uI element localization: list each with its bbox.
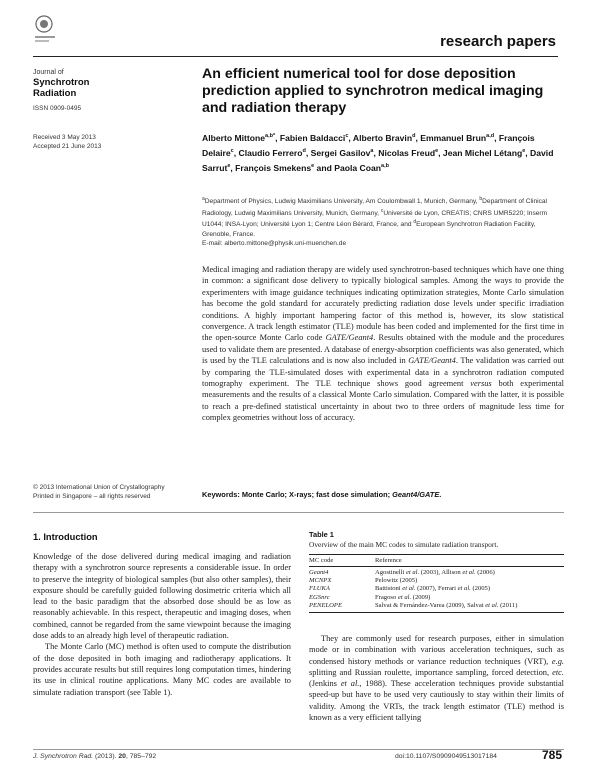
reference-text: Pelowitz (2005) [375, 577, 418, 585]
section-label: research papers [440, 33, 556, 50]
author-separator: , [525, 147, 531, 158]
author-separator: , [305, 147, 311, 158]
author-name: David Sarrut [202, 147, 554, 173]
table-row [309, 602, 564, 613]
author-affiliation-mark: e [522, 147, 526, 154]
affiliation-mark: b [479, 196, 483, 202]
accepted-date: Accepted 21 June 2013 [33, 143, 102, 150]
keywords-rule [33, 512, 564, 513]
author-affiliation-mark: a,b* [265, 133, 276, 139]
author-separator: , [275, 132, 280, 143]
copyright [33, 483, 193, 501]
author-name: Fabien Baldacci [279, 132, 346, 143]
abstract-text: GATE/Geant4 [408, 356, 456, 366]
footer-citation [33, 753, 156, 760]
issn: ISSN 0909-0495 [33, 105, 82, 112]
author-affiliation-mark: c [345, 133, 349, 139]
table-body [309, 567, 564, 613]
corresponding-email[interactable]: E-mail: alberto.mittone@physik.uni-muenchen.de [202, 240, 347, 248]
affiliation-mark: c [380, 207, 384, 214]
abstract-text: . The validation was carried out by comparing the TLE-simulated doses with experimental data in a synchrotron radiation computed tomography experiment. The TLE technique shows good agreement [202, 356, 564, 389]
table-cell-reference [375, 585, 564, 593]
keywords-label: Keywords: [202, 490, 242, 499]
reference-text: (2003), Allison [419, 569, 463, 576]
author-name: Emmanuel Brun [420, 132, 487, 143]
reference-text: (2009) [411, 593, 431, 601]
author-affiliation-mark: c [230, 147, 234, 154]
author-separator: , [348, 132, 353, 143]
author-separator: , [373, 147, 379, 158]
iucr-logo [33, 12, 61, 48]
author-separator: , [438, 147, 443, 158]
journal-of: Journal of [33, 69, 64, 76]
affiliation-text: Université de Lyon, CREATIS; CNRS UMR5220; Inserm U1044; INSA-Lyon; Université Lyon 1; Centre Léon Bérard, France, and [202, 209, 548, 229]
journal-name-line1: Synchrotron [33, 77, 90, 88]
author-affiliation-mark: e [435, 147, 439, 154]
page-number: 785 [541, 748, 562, 762]
body-text: splitting and Russian roulette, importance sampling, forced detection, [309, 667, 553, 677]
author-name: Jean Michel Létang [442, 147, 523, 158]
author-affiliation-mark: a,d [486, 133, 495, 139]
reference-text: (2005) [470, 585, 491, 593]
reference-text: (2006) [475, 569, 495, 576]
table-caption: Overview of the main MC codes to simulate radiation transport. [309, 540, 499, 549]
author-name: François Smekens [235, 162, 312, 173]
footer-rule [33, 749, 564, 750]
header-rule [33, 56, 558, 57]
table-cell-code: EGSnrc [309, 593, 330, 601]
body-text: , 1988). These acceleration techniques provide substantial speed-up but have to be used very cautiously to stay within their limits of validity. Among the VRTs, the track length estimator (TLE) method is known as a very efficient tallying [309, 679, 564, 723]
author-separator: , [230, 162, 236, 173]
copyright-line1: © 2013 International Union of Crystallography [33, 484, 165, 491]
footer-pages: , 785–792 [125, 753, 157, 760]
author-separator: , [233, 147, 239, 158]
journal-name-line2: Radiation [33, 88, 77, 99]
reference-text: et al. [397, 593, 412, 601]
table-row [309, 567, 564, 578]
reference-text: et al. [462, 569, 476, 576]
author-name: Paola Coan [334, 162, 382, 173]
body-text: etc. [552, 667, 564, 677]
author-affiliation-mark: d [302, 147, 306, 154]
article-title: An efficient numerical tool for dose deposition prediction applied to synchrotron medical imaging and radiation therapy [202, 66, 544, 116]
author-name: Claudio Ferrero [238, 147, 303, 158]
table-row [309, 594, 564, 602]
affiliation-mark: a [202, 196, 205, 202]
affiliation-text: Department of Physics, Ludwig Maximilians University, Am Coulombwall 1, Munich, Germany, [204, 198, 480, 206]
author-name: François Delaire [202, 132, 535, 158]
affiliation-text: Department of Clinical Radiology, Ludwig Maximilians University, Munich, Germany, [202, 198, 548, 217]
author-list [202, 130, 567, 175]
footer-journal: J. Synchrotron Rad. [33, 753, 94, 760]
footer-doi[interactable]: doi:10.1107/S0909049513017184 [395, 753, 497, 760]
table-cell-reference [375, 567, 564, 578]
mc-codes-table [309, 554, 564, 613]
intro-heading: 1. Introduction [33, 532, 98, 542]
affiliation-list [202, 198, 547, 238]
abstract-text: both experimental measurements and the results of a classical Monte Carlo simulation. Compared with the latter, it is possible to reach a pre-defined statistical uncertainty in about two to three orders of magnitude less time for complex geometries without loss of accuracy. [202, 379, 564, 423]
article-dates [33, 133, 183, 151]
author-name: Sergei Gasilov [310, 147, 371, 158]
received-date: Received 3 May 2013 [33, 134, 96, 141]
keywords [202, 490, 564, 499]
table-cell-code: FLUKA [309, 585, 330, 593]
table-row [309, 585, 564, 593]
table-cell-reference [375, 577, 564, 585]
author-affiliation-mark: e [311, 162, 315, 169]
table-cell-code: Geant4 [309, 569, 329, 576]
abstract-text: Medical imaging and radiation therapy are widely used synchrotron-based techniques which have one thing in common: a significant dose delivery to typically biological samples. Among the ways to provide the experimenters with image guidance techniques indicating optimization strategies, Monte Carlo simulation has become the gold standard for accurately predicting radiation dose levels under specific irradiation conditions. A highly important hampering factor of this method is, however, its slow statistical convergence. A track length estimator (TLE) module has been coded and implemented for the first time in the open-source Monte Carlo code [202, 265, 564, 343]
table-header-row [309, 555, 564, 567]
reference-text: et al. [402, 585, 416, 593]
author-affiliation-mark: d [412, 133, 416, 139]
body-text: (Jenkins [309, 679, 341, 689]
reference-text: (2011) [498, 601, 518, 609]
table-cell-code: PENELOPE [309, 602, 375, 613]
body-text: e.g. [551, 656, 564, 666]
reference-text: et al. [405, 569, 420, 576]
affiliations [202, 195, 564, 249]
footer-volume: 20 [118, 753, 126, 760]
reference-text: Salvat & Fernández-Varea (2009), Salvat [375, 601, 486, 609]
table-row [309, 577, 564, 585]
table-header-code: MC code [309, 555, 375, 567]
abstract-text: versus [470, 379, 492, 389]
table-header-reference: Reference [375, 555, 564, 567]
author-name: Nicolas Freud [378, 147, 436, 158]
intro-paragraph-2: The Monte Carlo (MC) method is often used to compute the distribution of the dose deposited in both imaging and radiotherapy applications. It provides accurate results but still requires long computation times, hindering its use in clinical routine applications. Many MC codes are available to simulate radiation transport (see Table 1). [33, 642, 291, 697]
author-affiliation-mark: a [370, 147, 374, 154]
body-text: They are commonly used for research purposes, either in simulation mode or in combination with various acceleration techniques, such as condensed history methods or variance reduction techniques (VRT), [309, 634, 564, 666]
table-title: Table 1 [309, 530, 334, 539]
author-name: Alberto Mittone [202, 132, 266, 143]
reference-text: Battistoni [375, 585, 403, 593]
body-text: et al. [340, 679, 360, 689]
copyright-line2: Printed in Singapore – all rights reserved [33, 493, 151, 500]
author-separator: and [314, 162, 335, 173]
table-cell-reference [375, 594, 564, 602]
author-separator: , [494, 132, 499, 143]
author-affiliation-mark: e [227, 162, 231, 169]
abstract [202, 264, 564, 424]
reference-text: Fragoso [375, 593, 398, 601]
author-name: Alberto Bravin [352, 132, 413, 143]
intro-column [33, 551, 291, 698]
reference-text: et al. [485, 601, 499, 609]
keywords-italic: Geant4/GATE [392, 490, 440, 499]
reference-text: (2007), Ferrari [415, 585, 458, 593]
intro-paragraph-1: Knowledge of the dose delivered during medical imaging and radiation therapy with a synchrotron source represents a considerable issue. In order to preserve the integrity of biological samples (but also other samples), their exposure should be carefully guided following dosimetric criteria which all lead to the basic paradigm that the absorbed dose should be as low as reasonably achievable. In this respect, therapeutic and imaging doses, when combined, cannot be regarded from the same viewpoint because the imaging dose adds to an already high level of therapeutic radiation. [33, 552, 291, 641]
abstract-text: . Results obtained with the module and the procedures used to validate them are presented. A database of energy-absorption coefficients was also generated, which is used by the TLE calculations and is now also included in [202, 333, 564, 366]
table-cell-reference [375, 602, 564, 613]
abstract-text: GATE/Geant4 [325, 333, 374, 343]
footer-year: (2013). [93, 753, 119, 760]
affiliation-mark: d [413, 219, 417, 226]
journal-block [33, 68, 183, 112]
reference-text: Agostinelli [375, 569, 406, 576]
keywords-text: Monte Carlo; X-rays; fast dose simulation; [241, 490, 393, 499]
reference-text: et al. [457, 585, 471, 593]
table-cell-code: MCNPX [309, 577, 332, 585]
affiliation-text: European Synchrotron Radiation Facility, Grenoble, France. [202, 221, 536, 238]
author-affiliation-mark: a,b [381, 162, 389, 169]
author-separator: , [415, 132, 421, 143]
keywords-end: . [439, 490, 442, 499]
body-column-2 [309, 633, 564, 723]
